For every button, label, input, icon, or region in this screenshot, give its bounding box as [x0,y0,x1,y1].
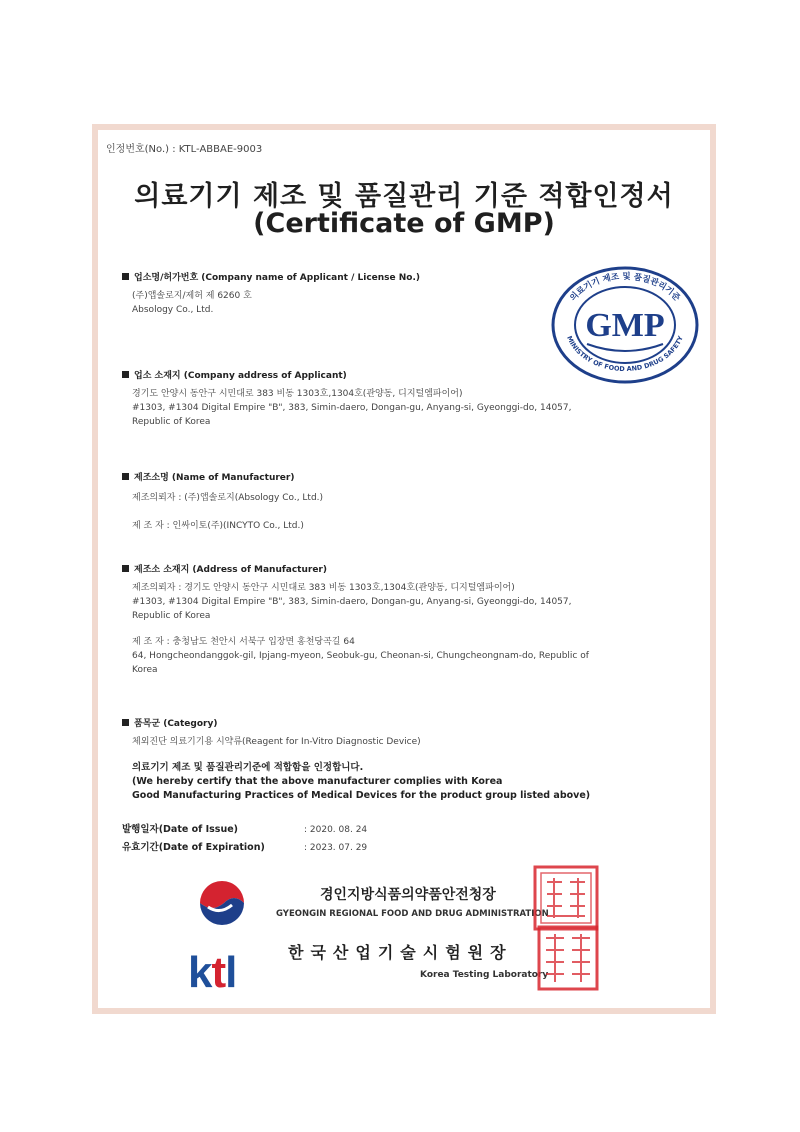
applicant-line-2: Absology Co., Ltd. [132,305,214,315]
issue-date-label: 발행일자(Date of Issue) [122,824,238,835]
section-address-heading: 업소 소재지 (Company address of Applicant) [122,368,347,381]
applicant-line-1: (주)앱솔로지/제허 제 6260 호 [132,291,252,301]
issuer-2-korean: 한국산업기술시험원장 [288,943,513,962]
gmp-seal [551,266,699,384]
manufacturer-address-line-5: 64, Hongcheondanggok-gil, Ipjang-myeon, Seobuk-gu, Cheonan-si, Chungcheongnam-do, Republic of [132,651,589,661]
address-line-2: #1303, #1304 Digital Empire "B", 383, Simin-daero, Dongan-gu, Anyang-si, Gyeonggi-do, 14057, [132,403,572,413]
ktl-logo: ktl [188,948,237,997]
gmp-seal-center-text: GMP [585,307,665,344]
section-manufacturer-heading: 제조소명 (Name of Manufacturer) [122,470,294,483]
issuer-1-korean: 경인지방식품의약품안전청장 [320,887,496,903]
gmp-seal-ring-top-text: 의료기기 제조 및 품질관리기준 [568,271,682,304]
manufacturer-address-line-6: Korea [132,665,158,675]
category-line-1: 체외진단 의료기기용 시약류(Reagent for In-Vitro Diagnostic Device) [132,737,421,747]
section-applicant-heading: 업소명/허가번호 (Company name of Applicant / License No.) [122,270,420,283]
manufacturer-address-line-1: 제조의뢰자 : 경기도 안양시 동안구 시민대로 383 비동 1303호,1304호(관양동, 디지털엠파이어) [132,583,515,593]
certificate-number: 인정번호(No.) : KTL-ABBAE-9003 [106,144,263,155]
official-stamp-1 [532,864,600,932]
manufacturer-address-line-2: #1303, #1304 Digital Empire "B", 383, Simin-daero, Dongan-gu, Anyang-si, Gyeonggi-do, 14057, [132,597,572,607]
statement-line-2: (We hereby certify that the above manufacturer complies with Korea [132,776,503,787]
section-manufacturer-address-heading: 제조소 소재지 (Address of Manufacturer) [122,562,327,575]
section-category-heading: 품목군 (Category) [122,716,217,729]
certificate [92,124,716,1014]
address-line-3: Republic of Korea [132,417,211,427]
gmp-seal-ring-bottom-text: MINISTRY OF FOOD AND DRUG SAFETY [565,334,685,374]
title-english: (Certificate of GMP) [253,208,555,239]
address-line-1: 경기도 안양시 동안구 시민대로 383 비동 1303호,1304호(관양동, 디지털엠파이어) [132,389,463,399]
government-emblem-icon [194,873,250,929]
manufacturer-address-line-4: 제 조 자 : 충청남도 천안시 서북구 입장면 홍천당곡길 64 [132,637,355,647]
title-korean: 의료기기 제조 및 품질관리 기준 적합인정서 [134,181,674,212]
manufacturer-line-2: 제 조 자 : 인싸이토(주)(INCYTO Co., Ltd.) [132,521,304,531]
issue-date-value: : 2020. 08. 24 [304,825,368,835]
official-stamp-2 [536,924,600,992]
statement-line-3: Good Manufacturing Practices of Medical Devices for the product group listed above) [132,790,591,801]
manufacturer-line-1: 제조의뢰자 : (주)앱솔로지(Absology Co., Ltd.) [132,493,324,503]
expiry-date-value: : 2023. 07. 29 [304,843,368,853]
statement-line-1: 의료기기 제조 및 품질관리기준에 적합함을 인정합니다. [132,762,364,773]
manufacturer-address-line-3: Republic of Korea [132,611,211,621]
expiry-date-label: 유효기간(Date of Expiration) [122,842,265,853]
issuer-1-english: GYEONGIN REGIONAL FOOD AND DRUG ADMINISTRATION [276,909,549,919]
issuer-2-english: Korea Testing Laboratory [420,970,549,980]
